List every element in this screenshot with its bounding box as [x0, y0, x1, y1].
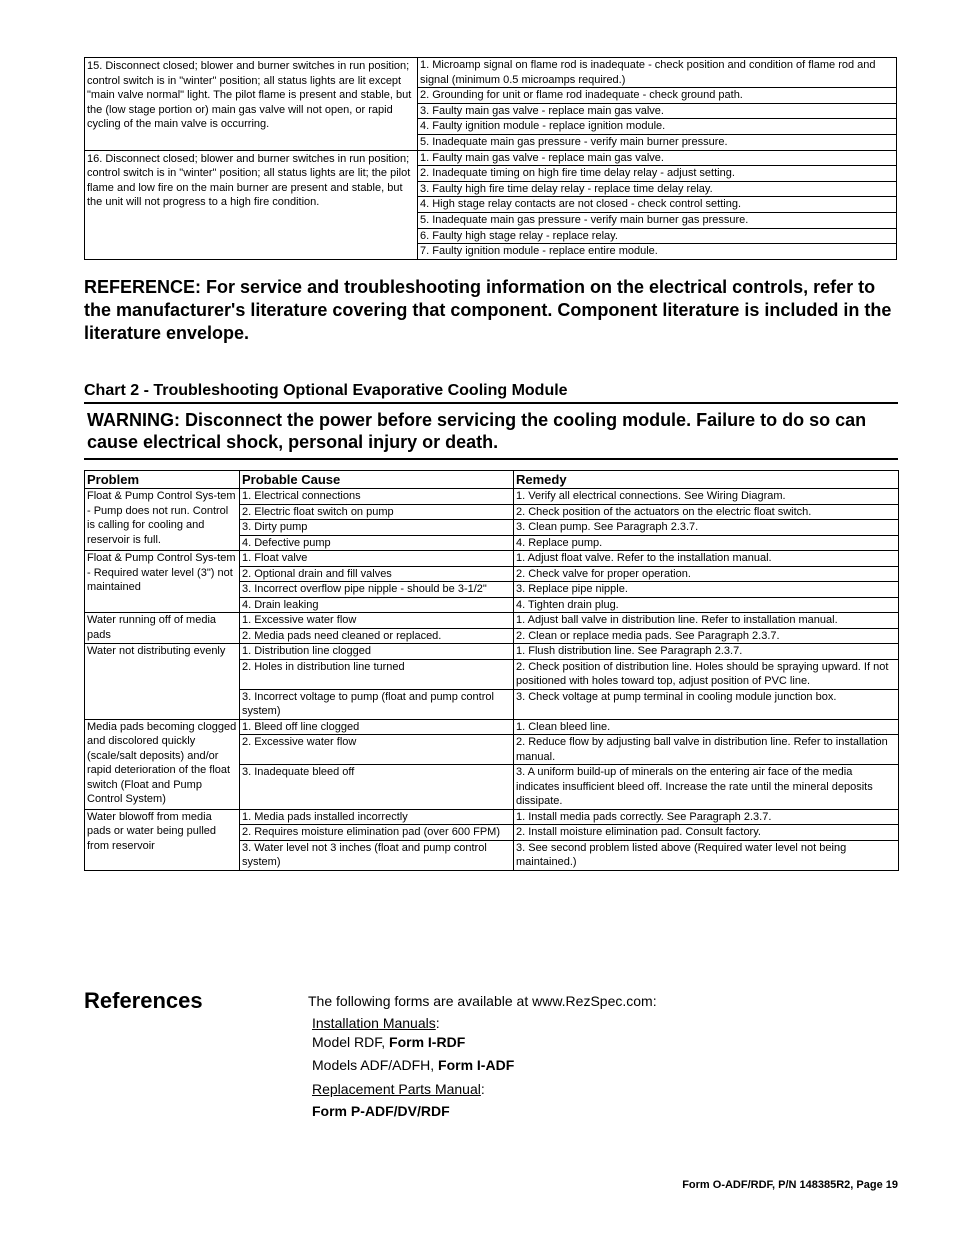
parts-manual-label: Replacement Parts Manual [312, 1081, 481, 1097]
problem-cell: Water running off of media pads [85, 613, 240, 644]
remedy-cell: 2. Install moisture elimination pad. Consult factory. [514, 825, 899, 841]
condition-cell: 16. Disconnect closed; blower and burner switches in run position; control switch is in "winter" position; all status lights are lit; the pilot flame and low fire on the main burner are present and stable, but the unit will not progress to a high fire condition. [85, 150, 418, 259]
probable-cause-cell: 2. Electric float switch on pump [240, 504, 514, 520]
rdf-form: Form I-RDF [389, 1034, 466, 1050]
table-row [85, 809, 899, 825]
remedy-cell: 3. Check voltage at pump terminal in cooling module junction box. [514, 689, 899, 719]
parts-manual-line [312, 1081, 485, 1097]
parts-form: Form P-ADF/DV/RDF [312, 1103, 450, 1119]
cause-cell: 5. Inadequate main gas pressure - verify main burner pressure. [418, 134, 897, 150]
adf-model: Models ADF/ADFH, [312, 1057, 439, 1073]
colon: : [435, 1015, 440, 1031]
rdf-model: Model RDF, [312, 1034, 390, 1050]
cause-cell: 2. Grounding for unit or flame rod inadequate - check ground path. [418, 88, 897, 104]
probable-cause-cell: 2. Requires moisture elimination pad (over 600 FPM) [240, 825, 514, 841]
probable-cause-cell: 2. Media pads need cleaned or replaced. [240, 628, 514, 644]
condition-cell: 15. Disconnect closed; blower and burner switches in run position; control switch is in "winter" position; all status lights are lit except "main valve normal" light. The pilot flame is present and stable, but the (low stage portion or) main gas valve will not open, or rapid cycling of the main valve is occurring. [85, 58, 418, 151]
problem-cell: Water blowoff from media pads or water being pulled from reservoir [85, 809, 240, 870]
adf-form: Form I-ADF [438, 1057, 515, 1073]
probable-cause-cell: 4. Defective pump [240, 535, 514, 551]
table-header-row [85, 471, 899, 489]
probable-cause-cell: 4. Drain leaking [240, 597, 514, 613]
table-row [85, 613, 899, 629]
remedy-cell: 3. See second problem listed above (Required water level not being maintained.) [514, 840, 899, 870]
remedy-cell: 4. Tighten drain plug. [514, 597, 899, 613]
remedy-cell: 1. Clean bleed line. [514, 719, 899, 735]
reference-note: REFERENCE: For service and troubleshooting information on the electrical controls, refer to the manufacturer's literature covering that component. Component literature is included in the literature envelope. [84, 277, 892, 343]
cause-cell: 6. Faulty high stage relay - replace relay. [418, 228, 897, 244]
warning-text: WARNING: Disconnect the power before servicing the cooling module. Failure to do so can cause electrical shock, personal injury or death. [87, 410, 867, 452]
installation-manuals-label: Installation Manuals [312, 1015, 436, 1031]
table-row [85, 58, 897, 88]
cause-cell: 3. Faulty main gas valve - replace main gas valve. [418, 103, 897, 119]
remedy-cell: 2. Clean or replace media pads. See Paragraph 2.3.7. [514, 628, 899, 644]
remedy-cell: 1. Flush distribution line. See Paragraph 2.3.7. [514, 644, 899, 660]
remedy-cell: 3. Replace pipe nipple. [514, 582, 899, 598]
remedy-header: Remedy [514, 471, 899, 489]
warning-box [84, 402, 898, 460]
table-row [85, 719, 899, 735]
cause-cell: 5. Inadequate main gas pressure - verify main burner gas pressure. [418, 212, 897, 228]
probable-cause-cell: 2. Holes in distribution line turned [240, 659, 514, 689]
problem-cell: Float & Pump Control Sys-tem - Pump does not run. Control is calling for cooling and reservoir is full. [85, 489, 240, 551]
probable-cause-cell: 3. Incorrect overflow pipe nipple - should be 3-1/2" [240, 582, 514, 598]
references-heading: References [84, 988, 203, 1013]
cause-cell: 1. Microamp signal on flame rod is inadequate - check position and condition of flame rod and signal (minimum 0.5 microamps required.) [418, 58, 897, 88]
problem-cell: Media pads becoming clogged and discolored quickly (scale/salt deposits) and/or rapid deterioration of the float switch (Float and Pump Control System) [85, 719, 240, 809]
remedy-cell: 3. Clean pump. See Paragraph 2.3.7. [514, 520, 899, 536]
probable-cause-cell: 3. Dirty pump [240, 520, 514, 536]
cause-cell: 3. Faulty high fire time delay relay - replace time delay relay. [418, 181, 897, 197]
adf-form-line [312, 1057, 514, 1073]
remedy-cell: 1. Verify all electrical connections. See Wiring Diagram. [514, 489, 899, 505]
table-row [85, 150, 897, 166]
chart-title: Chart 2 - Troubleshooting Optional Evaporative Cooling Module [84, 382, 568, 399]
remedy-cell: 2. Check valve for proper operation. [514, 566, 899, 582]
remedy-cell: 1. Install media pads correctly. See Paragraph 2.3.7. [514, 809, 899, 825]
remedy-cell: 1. Adjust float valve. Refer to the installation manual. [514, 551, 899, 567]
colon: : [480, 1081, 485, 1097]
table-row [85, 644, 899, 660]
probable-cause-cell: 3. Incorrect voltage to pump (float and pump control system) [240, 689, 514, 719]
installation-manuals-line [312, 1015, 440, 1031]
probable-cause-cell: 1. Excessive water flow [240, 613, 514, 629]
remedy-cell: 2. Reduce flow by adjusting ball valve in distribution line. Refer to installation manual. [514, 735, 899, 765]
cause-cell: 4. High stage relay contacts are not closed - check control setting. [418, 197, 897, 213]
cause-cell: 7. Faulty ignition module - replace entire module. [418, 244, 897, 260]
cause-cell: 2. Inadequate timing on high fire time delay relay - adjust setting. [418, 166, 897, 182]
remedy-cell: 3. A uniform build-up of minerals on the entering air face of the media indicates insufficient bleed off. Increase the rate until the mineral deposits dissipate. [514, 765, 899, 810]
table-row [85, 489, 899, 505]
rdf-form-line [312, 1034, 465, 1050]
probable-cause-cell: 1. Float valve [240, 551, 514, 567]
probable-cause-cell: 2. Excessive water flow [240, 735, 514, 765]
probable-cause-cell: 3. Water level not 3 inches (float and pump control system) [240, 840, 514, 870]
probable-cause-cell: 1. Distribution line clogged [240, 644, 514, 660]
remedy-cell: 1. Adjust ball valve in distribution line. Refer to installation manual. [514, 613, 899, 629]
remedy-cell: 2. Check position of the actuators on the electric float switch. [514, 504, 899, 520]
probable-cause-cell: 3. Inadequate bleed off [240, 765, 514, 810]
gas-troubleshooting-table [84, 57, 897, 260]
probable-cause-cell: 2. Optional drain and fill valves [240, 566, 514, 582]
references-intro: The following forms are available at www.RezSpec.com: [308, 993, 657, 1009]
cause-cell: 1. Faulty main gas valve - replace main gas valve. [418, 150, 897, 166]
cause-header: Probable Cause [240, 471, 514, 489]
problem-header: Problem [85, 471, 240, 489]
probable-cause-cell: 1. Electrical connections [240, 489, 514, 505]
probable-cause-cell: 1. Bleed off line clogged [240, 719, 514, 735]
remedy-cell: 2. Check position of distribution line. Holes should be spraying upward. If not positioned with holes toward top, adjust position of PVC line. [514, 659, 899, 689]
cooling-troubleshooting-table [84, 470, 899, 871]
probable-cause-cell: 1. Media pads installed incorrectly [240, 809, 514, 825]
table-row [85, 551, 899, 567]
cause-cell: 4. Faulty ignition module - replace ignition module. [418, 119, 897, 135]
page-footer: Form O-ADF/RDF, P/N 148385R2, Page 19 [682, 1179, 898, 1191]
problem-cell: Float & Pump Control Sys-tem - Required water level (3") not maintained [85, 551, 240, 613]
remedy-cell: 4. Replace pump. [514, 535, 899, 551]
problem-cell: Water not distributing evenly [85, 644, 240, 720]
